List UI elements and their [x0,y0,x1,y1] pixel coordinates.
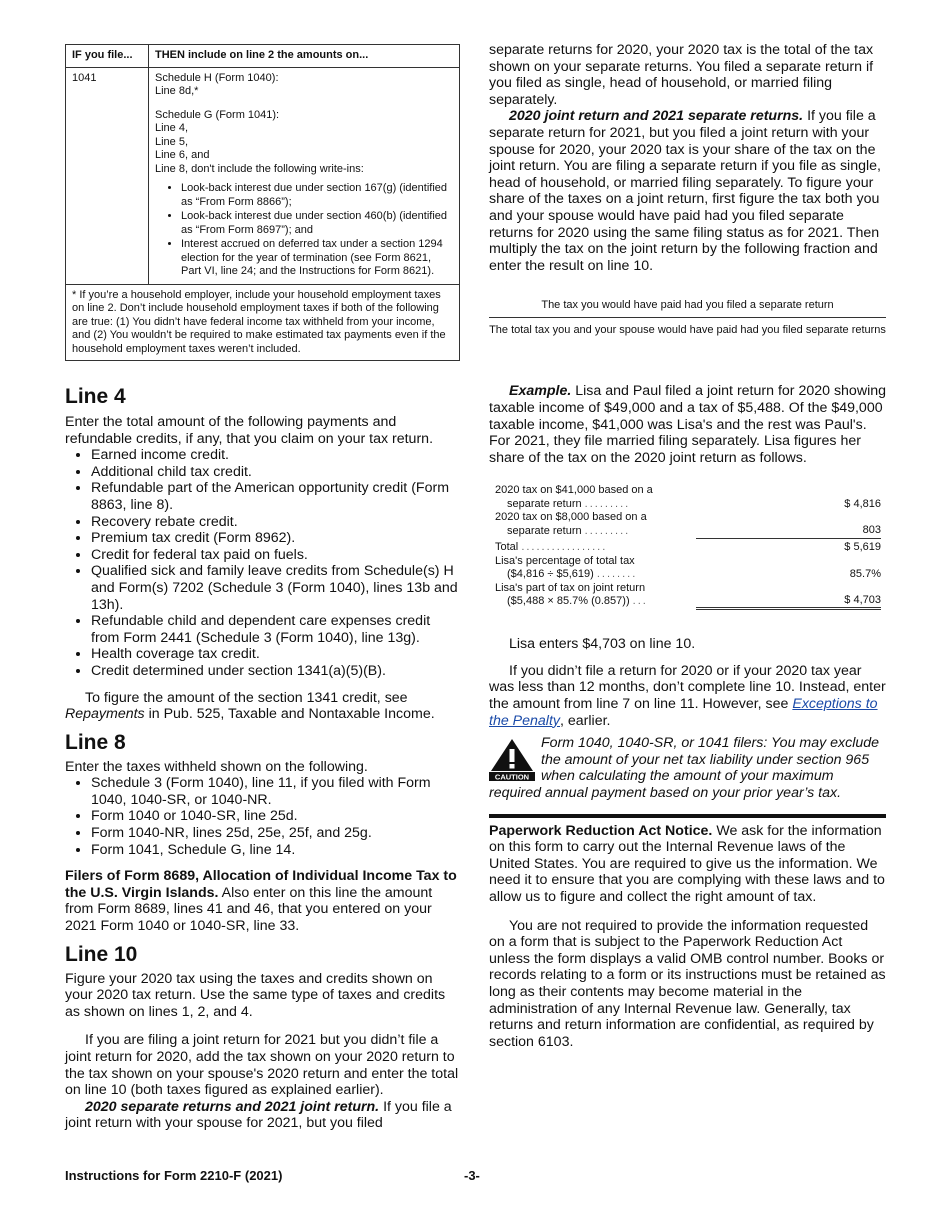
right-column [489,42,886,1050]
line10-p3: 2020 separate returns and 2021 joint return. If you file a joint return with your spouse for 2021, but you filed [65,1098,452,1132]
didnt-file-paragraph: If you didn’t file a return for 2020 or if your 2020 tax year was less than 12 months, don’t complete line 10. Instead, enter the amount from line 7 on line 11. However, see Exceptions to the Penalty, earlier. [489,662,886,729]
example-table [495,484,881,610]
paperwork-p1: Paperwork Reduction Act Notice. We ask for the information on this form to carry out the Internal Revenue laws of the United States. You are required to give us the information. We need it to ensure that you are complying with these laws and to allow us to figure and collect the right amount of tax. [489,822,885,905]
schedule-g-line: Line 5, [155,135,189,148]
caution-text: Form 1040, 1040-SR, or 1041 filers: You may exclude the amount of your net tax liability under section 965 when calculating the amount of your maximum required annual payment based on your prior year’s tax. [489,735,880,802]
line2-table [65,44,460,361]
line10-p1: Figure your 2020 tax using the taxes and credits shown on your 2020 tax return. Use the same type of taxes and credits as shown on lines 1, 2, and 4. [65,970,446,1020]
table-footnote: * If you’re a household employer, include your household employment taxes on line 2. Don’t include household employment taxes if both of the following are true: (1) You didn’t have federal income tax withheld from your income, and (2) You wouldn’t be required to make estimated tax payments even if the household employment taxes weren’t included. [66,284,460,361]
list-item: • Additional child tax credit. [91,464,462,481]
line10-p3-continued: separate returns for 2020, your 2020 tax is the total of the tax shown on your separate returns. You filed a separate return if you filed as single, head of household, or married filing separately. [489,42,874,108]
line10-p4: 2020 joint return and 2021 separate returns. If you file a separate return for 2021, but you filed a joint return with your spouse for 2020, your 2020 tax is your share of the tax on the joint return. You are filing a separate return if you file as single, head of household, or married filing separately. To figure your share of the taxes on a joint return, first figure the tax both you and your spouse would have paid had you filed separate returns for 2020 using the same filing status as for 2021. Then multiply the tax on the joint return by the following fraction and enter the result on line 10. [489,108,881,274]
list-item: • Premium tax credit (Form 8962). [91,530,462,547]
line8-list [65,775,462,858]
list-item: • Qualified sick and family leave credits from Schedule(s) H and Form(s) 7202 (Schedule 3 (Form 1040), lines 13b and 13h). [91,563,462,613]
line4-heading: Line 4 [65,385,126,408]
page-number: -3- [464,1168,480,1183]
exceptions-link[interactable]: Exceptions to the Penalty [489,696,878,729]
example-value: $ 4,703 [696,582,881,609]
table-header-if: IF you file... [66,45,149,68]
list-item: • Form 1041, Schedule G, line 14. [91,842,462,859]
tax-fraction [489,299,886,337]
table-row: Lisa's part of tax on joint return ($5,488 × 85.7% (0.857)) ... $ 4,703 [495,581,881,608]
list-item: • Health coverage tax credit. [91,646,462,663]
table-row: Lisa's percentage of total tax ($4,816 ÷ $5,619) ........ 85.7% [495,554,881,581]
svg-text:CAUTION: CAUTION [494,772,530,782]
schedule-g-line: Line 6, and [155,149,210,161]
paperwork-p2: You are not required to provide the information requested on a form that is subject to the Paperwork Reduction Act unless the form displays a valid OMB control number. Books or records relating to a form or its instructions must be retained as long as their contents may become material in the administration of any Internal Revenue law. Generally, tax returns and return information are confidential, as required by section 6103. [489,917,886,1050]
caution-icon [489,737,535,781]
section-divider [489,814,886,818]
left-column [65,44,462,1132]
line8-intro: Enter the taxes withheld shown on the following. [65,758,368,775]
list-item: • Schedule 3 (Form 1040), line 11, if you filed with Form 1040, 1040-SR, or 1040-NR. [91,775,462,808]
example-paragraph: Example. Lisa and Paul filed a joint return for 2020 showing taxable income of $49,000 and a tax of $5,488. Of the $49,000 taxable income, $41,000 was Lisa's and the rest was Paul's. For 2021, they file married filing separately. Lisa figures her share of the tax on the 2020 joint return as follows. [489,383,887,466]
list-item: • Credit determined under section 1341(a)(5)(B). [91,663,462,680]
fraction-denominator: The total tax you and your spouse would have paid had you filed separate returns [489,324,886,337]
line10-p2: If you are filing a joint return for 2021 but you didn’t file a joint return for 2020, add the tax shown on your 2020 return to the tax shown on your spouse's 2020 return and enter the total on line 10 (both taxes figured as explained earlier). [65,1032,459,1099]
list-item: • Form 1040-NR, lines 25d, 25e, 25f, and 25g. [91,825,462,842]
table-row: Total ................. $ 5,619 [495,538,881,555]
schedule-g-line: Line 4, [155,122,189,134]
list-item: • Credit for federal tax paid on fuels. [91,547,462,564]
caution-box [489,735,886,801]
fraction-numerator: The tax you would have paid had you filed a separate return [489,299,886,318]
lisa-enters: Lisa enters $4,703 on line 10. [509,636,696,653]
example-value: 85.7% [849,568,881,581]
table-row: 2020 tax on $8,000 based on a separate return ......... 803 [495,511,881,537]
line4-intro: Enter the total amount of the following payments and refundable credits, if any, that you claim on your tax return. [65,414,434,447]
example-value: $ 5,619 [844,541,881,554]
list-item: • Look-back interest due under section 167(g) (identified as “From Form 8866”); [181,182,453,209]
schedule-h: Schedule H (Form 1040): [155,71,279,84]
schedule-h-line: Line 8d,* [155,85,199,97]
list-item: • Refundable child and dependent care expenses credit from Form 2441 (Schedule 3 (Form 1040), line 13g). [91,613,462,646]
line4-note: To figure the amount of the section 1341 credit, see Repayments in Pub. 525, Taxable and Nontaxable Income. [65,689,435,723]
table-header-then: THEN include on line 2 the amounts on... [149,45,460,68]
list-item: • Recovery rebate credit. [91,514,462,531]
list-item: • Look-back interest due under section 460(b) (identified as “From Form 8697”); and [181,210,453,237]
list-item: • Interest accrued on deferred tax under a section 1294 election for the year of termination (see Form 8621, Part VI, line 24; and the Instructions for Form 8621). [181,238,453,279]
footer-title: Instructions for Form 2210-F (2021) [65,1168,283,1183]
list-item: • Form 1040 or 1040-SR, line 25d. [91,808,462,825]
line10-heading: Line 10 [65,942,138,966]
line8-heading: Line 8 [65,730,126,754]
filers-8689: Filers of Form 8689, Allocation of Individual Income Tax to the U.S. Virgin Islands. Also enter on this line the amount from Form 8689, lines 41 and 46, that you entered on your 2021 Form 1040 or 1040-SR, line 33. [65,868,457,935]
table-row: 2020 tax on $41,000 based on a separate return ......... $ 4,816 [495,484,881,510]
table-cell-amounts [149,67,460,284]
schedule-g-line: Line 8, don't include the following write-ins: [155,162,364,175]
schedule-g: Schedule G (Form 1041): [155,108,280,121]
list-item: • Earned income credit. [91,447,462,464]
list-item: • Refundable part of the American opportunity credit (Form 8863, line 8). [91,480,462,513]
example-value: $ 4,816 [844,497,881,510]
example-value: 803 [696,511,881,538]
table-cell-1041: 1041 [66,67,149,284]
write-ins-list [155,182,453,279]
line4-list [65,447,462,679]
